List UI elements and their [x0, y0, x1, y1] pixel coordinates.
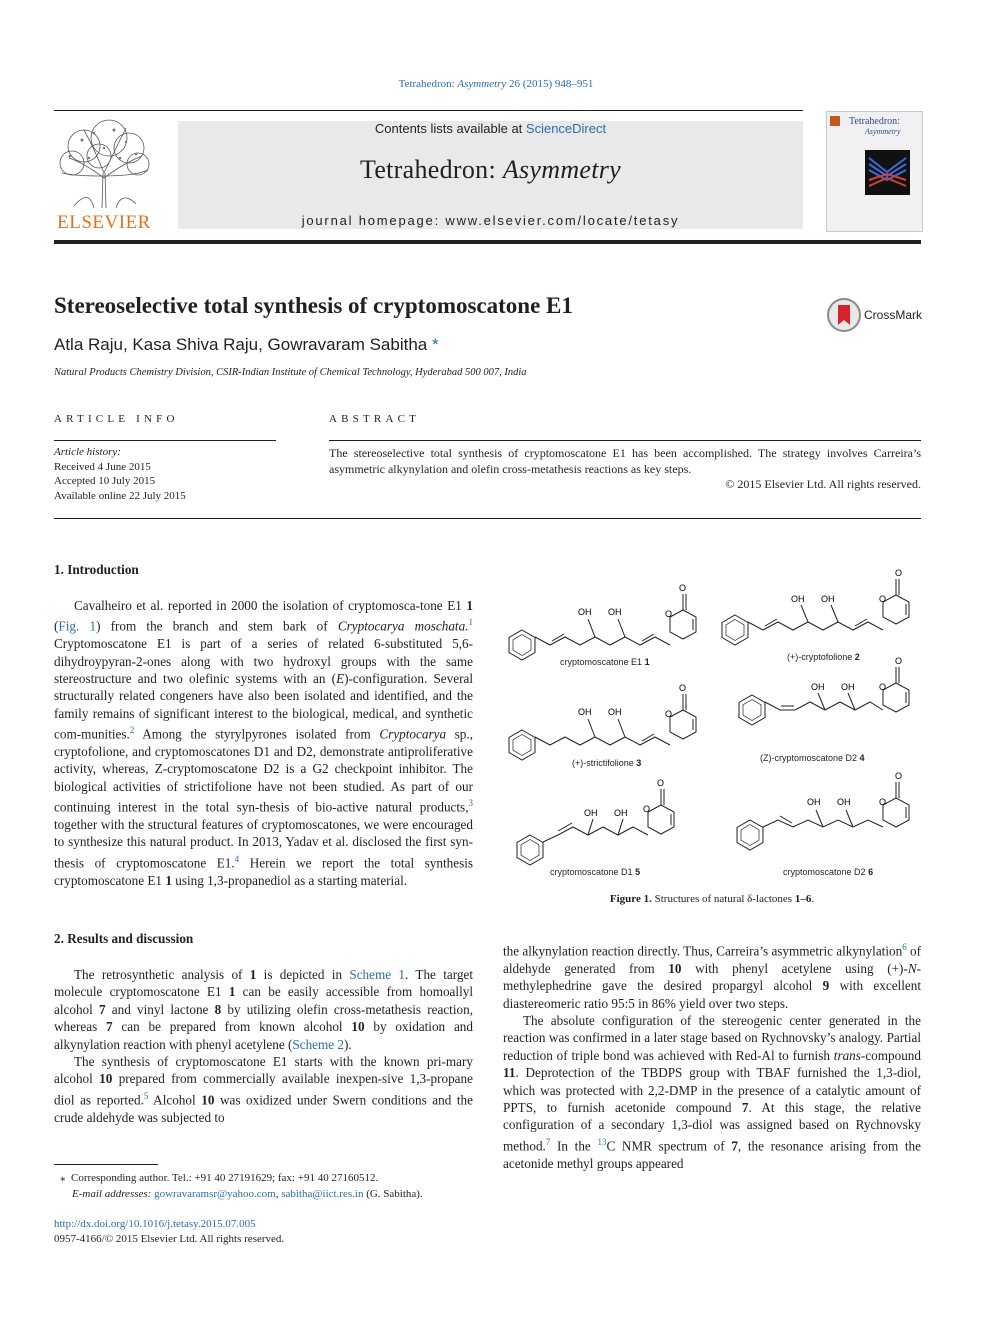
compound-number: 11 [503, 1065, 516, 1081]
text-run: with excellent diastereomeric ratio 95:5 in 86% yield over two steps. [503, 978, 921, 1011]
issn-line: 0957-4166/© 2015 Elsevier Ltd. All rights reserved. [54, 1233, 285, 1245]
text-run: The retrosynthetic analysis of [74, 967, 250, 982]
figure-1-caption [503, 893, 921, 905]
compound-number: 3 [636, 758, 642, 768]
text-run: -methylephedrine gave the desired propargyl alcohol [503, 960, 922, 994]
results-heading: 2. Results and discussion [54, 931, 194, 946]
right-paragraph-2 [503, 1012, 921, 1172]
o-label: O [879, 594, 887, 604]
structures-drawing [500, 565, 922, 885]
italic-text: N [907, 960, 917, 976]
abstract-text: The stereoselective total synthesis of cryptomoscatone E1 has been accomplished. The strategy involves Carreira’s asymmetric alkynylation and olefin cross-metathesis reactions as key steps. [329, 446, 921, 476]
o-label: O [879, 797, 887, 807]
text-run: . At this stage, the relative configuration of a secondary 1,3-diol was assigned based on Rychnovsky method. [503, 1100, 921, 1154]
sciencedirect-link[interactable]: ScienceDirect [525, 121, 607, 136]
journal-citation[interactable] [0, 78, 992, 90]
footnote-star: ⁎ [60, 1172, 66, 1184]
oh-label: OH [841, 682, 855, 692]
intro-heading: 1. Introduction [54, 562, 139, 577]
compound-number: 2 [854, 652, 860, 662]
oh-label: OH [584, 808, 598, 818]
email-footnote [60, 1186, 480, 1202]
o-label: O [895, 568, 903, 578]
text-run: Among the styrylpyrones isolated from [134, 726, 380, 742]
journal-title [178, 155, 803, 185]
article-info-rule [54, 440, 276, 441]
o-label: O [643, 804, 651, 814]
compound-name: cryptomoscatone E1 [560, 657, 643, 667]
text-run: by oxidation and alkynylation reaction with phenyl acetylene ( [54, 1019, 473, 1052]
structure-4 [739, 656, 909, 725]
cover-title: Tetrahedron: [849, 116, 900, 127]
text-run: sp., cryptofolione, and cryptomoscatones D1 and D2, demonstrate antiproliferative activity, whereas, Z-cryptomoscatone D2 is a G2 checkpoint inhibitor. The biological activities of strictifolione have not been studied. As part of our continuing interest in the total syn-thesis of bio-active natural products, [54, 726, 473, 815]
elsevier-tree-logo [54, 118, 154, 212]
compound-label-2 [787, 652, 860, 662]
reference-superscript[interactable]: 13 [597, 1136, 607, 1147]
text-run: can be prepared from known alcohol [112, 1019, 352, 1035]
reference-superscript[interactable]: 1 [468, 617, 473, 628]
o-label: O [679, 683, 687, 693]
compound-label-4 [760, 753, 865, 763]
structure-2 [722, 568, 909, 645]
compound-name: (+)-cryptofolione [787, 652, 853, 662]
history-label: Article history: [54, 446, 121, 458]
text-run: . The target molecule cryptomoscatone E1 [54, 967, 474, 1000]
header-thick-rule [54, 240, 921, 244]
abstract-bottom-rule [54, 518, 921, 519]
oh-label: OH [791, 594, 805, 604]
compound-name: cryptomoscatone D2 [783, 867, 866, 877]
author-list [54, 335, 439, 355]
intro-body [54, 597, 473, 889]
compound-number: 1 [165, 872, 172, 888]
header-top-rule [54, 110, 803, 111]
online-date: Available online 22 July 2015 [54, 489, 186, 502]
email-separator: , [275, 1188, 282, 1200]
compound-number: 5 [635, 867, 641, 877]
footnote-rule [54, 1164, 158, 1165]
compound-name: cryptomoscatone D1 [550, 867, 633, 877]
o-label: O [665, 709, 673, 719]
text-run: together with the structural features of cryptomoscatones, we were encouraged to synthesize this natural product. In 2013, Yadav et al. disclosed the first syn-thesis of cryptomoscatone E1. [54, 817, 473, 871]
structure-6 [737, 771, 909, 850]
compound-number: 7 [731, 1138, 738, 1154]
email-link-1[interactable]: gowravaramsr@yahoo.com [154, 1188, 276, 1200]
figure-label: Figure 1. [609, 893, 652, 905]
compound-number: 7 [741, 1100, 749, 1116]
affiliation: Natural Products Chemistry Division, CSIR-Indian Institute of Chemical Technology, Hyderabad 500 007, India [54, 367, 527, 378]
reference-superscript[interactable]: 3 [468, 798, 473, 809]
journal-homepage[interactable]: journal homepage: www.elsevier.com/locate/tetasy [301, 213, 680, 228]
footnotes [60, 1170, 480, 1202]
crossmark-icon [826, 297, 862, 333]
compound-name: (Z)-cryptomoscatone D2 [760, 753, 858, 763]
oh-label: OH [821, 594, 835, 604]
compound-label-6 [783, 867, 873, 877]
text-run: and vinyl lactone [105, 1001, 215, 1017]
results-paragraph-1 [54, 966, 473, 1053]
figure-caption-end: . [811, 893, 815, 905]
compound-number: 1 [466, 598, 473, 613]
compound-number: 1 [249, 967, 257, 982]
text-run: the alkynylation reaction directly. Thus, Carreira’s asymmetric alkynylation [503, 943, 903, 959]
oh-label: OH [578, 707, 592, 717]
reference-superscript[interactable]: 6 [902, 942, 907, 952]
text-run: is depicted in [256, 967, 350, 982]
oh-label: OH [614, 808, 628, 818]
reference-superscript[interactable]: 2 [129, 725, 135, 736]
compound-number: 1 [644, 657, 650, 667]
abstract-heading: ABSTRACT [329, 413, 421, 425]
text-run: The synthesis of cryptomoscatone E1 starts with the known pri-mary alcohol [54, 1054, 473, 1087]
email-link-2[interactable]: sabitha@iict.res.in [281, 1188, 364, 1200]
structure-5 [517, 778, 674, 865]
text-run: The absolute configuration of the stereogenic center generated in the reaction was confirmed in a later stage based on Rychnovsky’s analogy. Partial reduction of triple bond was achieved with Red-Al to furnish [503, 1013, 921, 1063]
figure-caption-range: 1–6 [794, 893, 812, 905]
cover-art-icon [865, 150, 910, 195]
figure-1-structures [500, 565, 922, 885]
results-body [54, 966, 473, 1126]
figure-caption-text: Structures of natural δ-lactones [654, 893, 795, 905]
o-label: O [895, 771, 903, 781]
italic-text: Cryptocarya [379, 726, 447, 742]
compound-number: 10 [668, 960, 682, 976]
cover-subtitle: Asymmetry [865, 127, 901, 136]
text-run: , the resonance arising from the acetonide methyl groups appeared [503, 1138, 922, 1171]
oh-label: OH [807, 797, 821, 807]
accepted-date: Accepted 10 July 2015 [54, 475, 156, 488]
compound-number: 9 [822, 978, 830, 994]
o-label: O [679, 583, 687, 593]
compound-number: 4 [859, 753, 865, 763]
journal-title-roman: Tetrahedron: [359, 155, 503, 184]
corresponding-text: Corresponding author. Tel.: +91 40 27191629; fax: +91 40 27160512. [71, 1172, 379, 1184]
citation-journal: Tetrahedron: [398, 78, 458, 90]
right-paragraph-1 [503, 939, 921, 1012]
oh-label: OH [608, 607, 622, 617]
results-paragraph-2 [54, 1053, 473, 1126]
contents-prefix: Contents lists available at [374, 121, 526, 136]
compound-number: 10 [201, 1092, 215, 1108]
reference-superscript[interactable]: 5 [143, 1090, 149, 1101]
compound-label-5 [550, 867, 640, 877]
article-info-heading: ARTICLE INFO [54, 413, 179, 425]
journal-cover-thumbnail [826, 111, 923, 232]
text-run: was oxidized under Swern conditions and the crude aldehyde was subjected to [54, 1092, 474, 1125]
cover-logo-icon [830, 116, 840, 126]
abstract-rule [329, 440, 921, 441]
o-label: O [665, 609, 673, 619]
compound-name: (+)-strictifolione [572, 758, 634, 768]
compound-number: 7 [99, 1001, 106, 1017]
text-run: using 1,3-propanediol as a starting material. [171, 872, 408, 888]
text-run: by utilizing olefin cross-metathesis reaction, whereas [54, 1001, 473, 1035]
text-run: Cryptomoscatone E1 is part of a series of related 6-substituted 5,6-dihydroypyran-2-ones along with two hydroxyl groups with the same stereostructure and two olefinic systems with an ( [54, 636, 473, 687]
tree-icon [54, 118, 154, 212]
article-history [54, 445, 186, 503]
text-run: ( [54, 618, 59, 634]
compound-number: 10 [99, 1071, 113, 1087]
text-run: In the [550, 1138, 598, 1154]
text-run: . Deprotection of the TBDPS group with TBAF furnished the 1,3-diol, which was protected with 2,2-DMP in the presence of a catalytic amount of PPTS, to furnish acetonide compound [503, 1065, 921, 1116]
authors-names: Atla Raju, Kasa Shiva Raju, Gowravaram Sabitha [54, 335, 428, 354]
right-column-body [503, 939, 921, 1172]
reference-superscript[interactable]: 4 [234, 853, 240, 864]
reference-superscript[interactable]: 7 [545, 1136, 551, 1147]
abstract-copyright: © 2015 Elsevier Ltd. All rights reserved. [725, 477, 921, 491]
text-run: prepared from commercially available inexpen-sive 1,3-propane diol as reported. [54, 1071, 473, 1108]
italic-text: E [336, 671, 345, 687]
citation-volume-pages: 26 (2015) 948–951 [506, 78, 594, 90]
text-run: Cavalheiro et al. reported in 2000 the isolation of cryptomosca-tone E1 [74, 598, 467, 613]
oh-label: OH [837, 797, 851, 807]
compound-number: 6 [868, 867, 874, 877]
received-date: Received 4 June 2015 [54, 460, 151, 473]
cross-reference-link[interactable]: Scheme 2 [292, 1036, 345, 1052]
o-label: O [895, 656, 903, 666]
text-run: Herein we report the total synthesis cryptomoscatone E1 [54, 855, 473, 888]
email-label: E-mail addresses: [72, 1188, 155, 1200]
journal-title-italic: Asymmetry [502, 155, 622, 184]
text-run: Alcohol [148, 1092, 202, 1108]
structure-3 [509, 683, 696, 760]
compound-label-1 [560, 657, 650, 667]
compound-label-3 [572, 758, 641, 768]
compound-number: 8 [214, 1001, 222, 1017]
text-run: with phenyl acetylene using (+)- [681, 960, 908, 976]
corresponding-footnote [60, 1170, 480, 1186]
intro-paragraph [54, 597, 473, 889]
doi-link[interactable]: http://dx.doi.org/10.1016/j.tetasy.2015.07.005 [54, 1218, 256, 1230]
oh-label: OH [608, 707, 622, 717]
crossmark-label: CrossMark [864, 308, 923, 322]
compound-number: 10 [351, 1019, 365, 1035]
compound-number: 1 [228, 984, 236, 1000]
cross-reference-link[interactable]: Fig. 1 [58, 618, 97, 634]
text-run: ) from the branch and stem bark of [96, 618, 338, 634]
italic-text: Cryptocarya moschata. [337, 618, 469, 634]
cross-reference-link[interactable]: Scheme 1 [349, 967, 406, 982]
italic-text: trans [833, 1047, 861, 1063]
email-tail: (G. Sabitha). [363, 1188, 423, 1200]
text-run: -compound [860, 1047, 921, 1063]
text-run: ). [344, 1036, 352, 1052]
corresponding-author-mark[interactable]: * [427, 335, 439, 354]
oh-label: OH [578, 607, 592, 617]
structure-1 [509, 583, 696, 660]
o-label: O [657, 778, 665, 788]
cover-art [865, 150, 910, 195]
text-run: of aldehyde generated from [503, 943, 921, 976]
text-run: can be easily accessible from homoallyl alcohol [54, 984, 473, 1017]
text-run: )-configuration. Several structurally related congeners have also been isolated and identified, and the family remains of significant interest to the biological, medical, and synthetic com-munities. [54, 671, 473, 742]
text-run: C NMR spectrum of [606, 1138, 732, 1154]
oh-label: OH [811, 682, 825, 692]
contents-line [178, 121, 803, 136]
elsevier-wordmark: ELSEVIER [57, 212, 151, 233]
o-label: O [879, 682, 887, 692]
crossmark-badge[interactable] [826, 297, 921, 333]
citation-journal-italic: Asymmetry [457, 78, 507, 90]
article-title: Stereoselective total synthesis of cryptomoscatone E1 [54, 293, 573, 318]
compound-number: 7 [106, 1019, 113, 1035]
